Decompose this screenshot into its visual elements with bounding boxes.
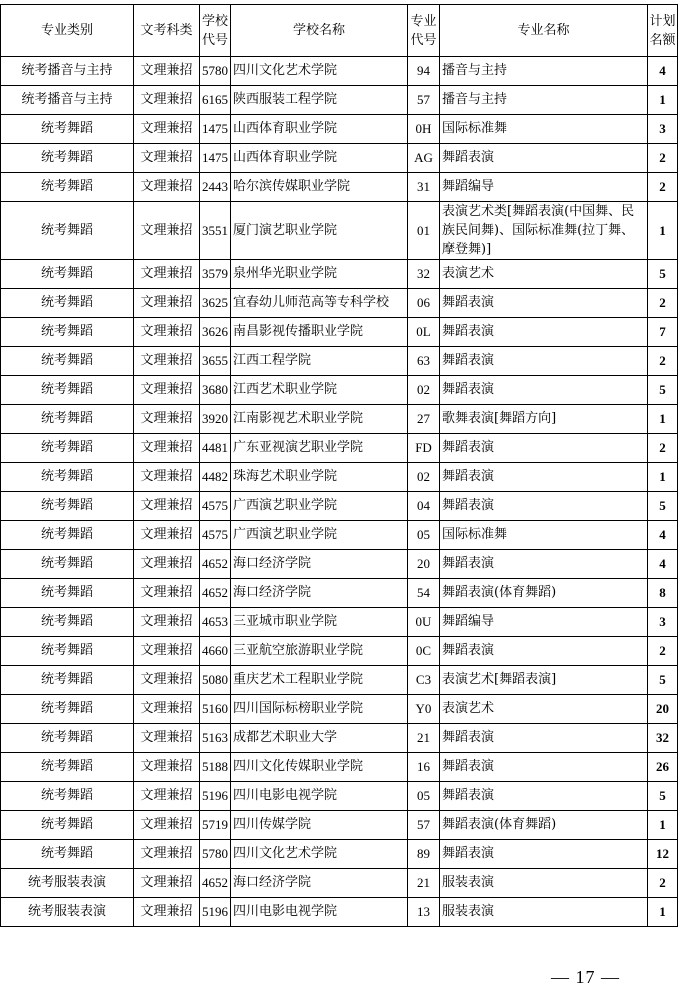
cell-category: 统考舞蹈 [1,753,134,782]
cell-major-name: 舞蹈编导 [440,608,648,637]
cell-school-name: 陕西服装工程学院 [231,86,408,115]
cell-quota: 26 [648,753,678,782]
cell-school-name: 南昌影视传播职业学院 [231,318,408,347]
cell-quota: 2 [648,173,678,202]
cell-category: 统考舞蹈 [1,405,134,434]
cell-major-name: 表演艺术 [440,260,648,289]
cell-major-name: 表演艺术类[舞蹈表演(中国舞、民族民间舞)、国际标准舞(拉丁舞、摩登舞)] [440,202,648,260]
cell-school-name: 山西体育职业学院 [231,144,408,173]
header-quota: 计划名额 [648,5,678,57]
table-row [1,695,678,724]
cell-quota: 4 [648,57,678,86]
cell-quota: 1 [648,811,678,840]
table-row [1,376,678,405]
table-row [1,869,678,898]
cell-category: 统考舞蹈 [1,492,134,521]
cell-major-name: 舞蹈编导 [440,173,648,202]
cell-subject: 文理兼招 [134,57,200,86]
table-row [1,608,678,637]
header-row [1,5,678,57]
table-row [1,898,678,927]
cell-category: 统考舞蹈 [1,724,134,753]
cell-subject: 文理兼招 [134,260,200,289]
cell-major-name: 舞蹈表演(体育舞蹈) [440,811,648,840]
cell-school-code: 5196 [200,898,231,927]
cell-category: 统考舞蹈 [1,550,134,579]
cell-category: 统考舞蹈 [1,376,134,405]
cell-major-name: 国际标准舞 [440,521,648,550]
cell-school-code: 3551 [200,202,231,260]
cell-subject: 文理兼招 [134,289,200,318]
table-row [1,492,678,521]
table-row [1,463,678,492]
cell-quota: 1 [648,405,678,434]
cell-category: 统考舞蹈 [1,782,134,811]
cell-major-name: 舞蹈表演 [440,463,648,492]
header-category: 专业类别 [1,5,134,57]
cell-quota: 2 [648,144,678,173]
cell-subject: 文理兼招 [134,550,200,579]
cell-subject: 文理兼招 [134,666,200,695]
cell-major-name: 舞蹈表演(体育舞蹈) [440,579,648,608]
cell-school-code: 1475 [200,115,231,144]
cell-subject: 文理兼招 [134,115,200,144]
cell-quota: 4 [648,550,678,579]
cell-subject: 文理兼招 [134,318,200,347]
table-row [1,811,678,840]
table-row [1,637,678,666]
table-row [1,782,678,811]
cell-subject: 文理兼招 [134,173,200,202]
cell-major-name: 舞蹈表演 [440,550,648,579]
cell-major-code: 63 [408,347,440,376]
cell-major-code: 01 [408,202,440,260]
table-row [1,347,678,376]
cell-school-code: 2443 [200,173,231,202]
cell-major-code: 02 [408,463,440,492]
cell-school-name: 四川电影电视学院 [231,782,408,811]
cell-major-name: 国际标准舞 [440,115,648,144]
cell-category: 统考舞蹈 [1,434,134,463]
table-row [1,86,678,115]
table-row [1,434,678,463]
cell-major-code: Y0 [408,695,440,724]
cell-subject: 文理兼招 [134,405,200,434]
table-row [1,405,678,434]
table-row [1,202,678,260]
table-row [1,753,678,782]
cell-subject: 文理兼招 [134,579,200,608]
cell-school-name: 四川传媒学院 [231,811,408,840]
cell-school-code: 1475 [200,144,231,173]
cell-subject: 文理兼招 [134,695,200,724]
cell-subject: 文理兼招 [134,782,200,811]
cell-school-code: 3626 [200,318,231,347]
cell-school-code: 4653 [200,608,231,637]
cell-major-name: 舞蹈表演 [440,782,648,811]
cell-category: 统考舞蹈 [1,260,134,289]
cell-major-code: 27 [408,405,440,434]
cell-major-name: 表演艺术[舞蹈表演] [440,666,648,695]
cell-major-name: 舞蹈表演 [440,492,648,521]
table-row [1,579,678,608]
cell-quota: 1 [648,463,678,492]
table-row [1,57,678,86]
cell-school-code: 5780 [200,840,231,869]
cell-school-name: 宜春幼儿师范高等专科学校 [231,289,408,318]
cell-quota: 7 [648,318,678,347]
cell-category: 统考舞蹈 [1,144,134,173]
cell-category: 统考舞蹈 [1,579,134,608]
cell-quota: 2 [648,347,678,376]
cell-subject: 文理兼招 [134,347,200,376]
header-major-code: 专业代号 [408,5,440,57]
cell-major-code: 05 [408,782,440,811]
cell-major-code: 94 [408,57,440,86]
cell-subject: 文理兼招 [134,811,200,840]
cell-school-name: 重庆艺术工程职业学院 [231,666,408,695]
cell-major-code: 57 [408,86,440,115]
cell-subject: 文理兼招 [134,521,200,550]
cell-category: 统考舞蹈 [1,608,134,637]
cell-category: 统考舞蹈 [1,463,134,492]
cell-school-code: 3655 [200,347,231,376]
cell-school-name: 珠海艺术职业学院 [231,463,408,492]
cell-subject: 文理兼招 [134,144,200,173]
cell-major-code: 0H [408,115,440,144]
cell-school-name: 广西演艺职业学院 [231,492,408,521]
cell-school-code: 4652 [200,869,231,898]
cell-category: 统考播音与主持 [1,57,134,86]
cell-category: 统考服装表演 [1,898,134,927]
cell-school-code: 3920 [200,405,231,434]
cell-school-name: 海口经济学院 [231,869,408,898]
cell-school-name: 四川文化艺术学院 [231,57,408,86]
cell-category: 统考舞蹈 [1,289,134,318]
cell-category: 统考舞蹈 [1,521,134,550]
cell-school-code: 3625 [200,289,231,318]
cell-school-name: 江南影视艺术职业学院 [231,405,408,434]
table-row [1,289,678,318]
cell-category: 统考舞蹈 [1,695,134,724]
cell-category: 统考舞蹈 [1,666,134,695]
cell-quota: 2 [648,434,678,463]
page-number: — 17 — [551,967,620,987]
enrollment-plan-table [0,4,678,927]
cell-school-code: 4482 [200,463,231,492]
cell-school-name: 山西体育职业学院 [231,115,408,144]
cell-subject: 文理兼招 [134,202,200,260]
cell-school-code: 4575 [200,492,231,521]
cell-major-name: 舞蹈表演 [440,753,648,782]
cell-major-code: 04 [408,492,440,521]
header-school-code: 学校代号 [200,5,231,57]
cell-major-code: 16 [408,753,440,782]
cell-quota: 1 [648,202,678,260]
header-subject: 文考科类 [134,5,200,57]
cell-major-code: 05 [408,521,440,550]
table-row [1,318,678,347]
cell-quota: 2 [648,289,678,318]
cell-quota: 3 [648,608,678,637]
cell-quota: 5 [648,782,678,811]
cell-quota: 32 [648,724,678,753]
cell-school-name: 成都艺术职业大学 [231,724,408,753]
cell-major-code: 32 [408,260,440,289]
cell-school-code: 4652 [200,550,231,579]
cell-major-name: 舞蹈表演 [440,376,648,405]
cell-quota: 1 [648,86,678,115]
cell-major-name: 舞蹈表演 [440,637,648,666]
cell-school-name: 四川电影电视学院 [231,898,408,927]
cell-quota: 2 [648,637,678,666]
header-major-name: 专业名称 [440,5,648,57]
cell-major-code: C3 [408,666,440,695]
cell-school-code: 4660 [200,637,231,666]
cell-major-name: 舞蹈表演 [440,318,648,347]
cell-school-name: 泉州华光职业学院 [231,260,408,289]
cell-major-name: 舞蹈表演 [440,347,648,376]
cell-category: 统考播音与主持 [1,86,134,115]
cell-school-code: 3680 [200,376,231,405]
cell-school-code: 5780 [200,57,231,86]
header-school-name: 学校名称 [231,5,408,57]
cell-major-code: 0C [408,637,440,666]
cell-school-name: 江西艺术职业学院 [231,376,408,405]
cell-school-name: 四川国际标榜职业学院 [231,695,408,724]
cell-major-name: 舞蹈表演 [440,434,648,463]
cell-major-code: 21 [408,724,440,753]
cell-subject: 文理兼招 [134,869,200,898]
cell-school-code: 5163 [200,724,231,753]
cell-subject: 文理兼招 [134,434,200,463]
cell-category: 统考舞蹈 [1,173,134,202]
cell-school-name: 江西工程学院 [231,347,408,376]
cell-major-code: 57 [408,811,440,840]
cell-major-code: 21 [408,869,440,898]
cell-major-name: 表演艺术 [440,695,648,724]
table-row [1,550,678,579]
table-row [1,521,678,550]
cell-school-name: 海口经济学院 [231,550,408,579]
cell-subject: 文理兼招 [134,724,200,753]
table-row [1,173,678,202]
cell-quota: 5 [648,376,678,405]
table-row [1,260,678,289]
cell-quota: 3 [648,115,678,144]
cell-quota: 1 [648,898,678,927]
cell-subject: 文理兼招 [134,898,200,927]
cell-major-code: 31 [408,173,440,202]
cell-subject: 文理兼招 [134,86,200,115]
cell-quota: 4 [648,521,678,550]
cell-category: 统考舞蹈 [1,811,134,840]
cell-school-name: 三亚航空旅游职业学院 [231,637,408,666]
cell-school-code: 4575 [200,521,231,550]
cell-subject: 文理兼招 [134,840,200,869]
cell-category: 统考舞蹈 [1,115,134,144]
cell-major-code: 06 [408,289,440,318]
cell-school-code: 4652 [200,579,231,608]
cell-category: 统考服装表演 [1,869,134,898]
cell-school-name: 哈尔滨传媒职业学院 [231,173,408,202]
cell-quota: 5 [648,666,678,695]
cell-category: 统考舞蹈 [1,202,134,260]
cell-school-name: 广西演艺职业学院 [231,521,408,550]
cell-school-code: 5080 [200,666,231,695]
cell-school-name: 广东亚视演艺职业学院 [231,434,408,463]
cell-subject: 文理兼招 [134,463,200,492]
cell-quota: 5 [648,492,678,521]
cell-school-name: 四川文化传媒职业学院 [231,753,408,782]
cell-subject: 文理兼招 [134,608,200,637]
cell-category: 统考舞蹈 [1,318,134,347]
cell-school-code: 5719 [200,811,231,840]
table-row [1,144,678,173]
cell-school-name: 四川文化艺术学院 [231,840,408,869]
table-row [1,724,678,753]
cell-major-name: 服装表演 [440,869,648,898]
cell-major-code: 0L [408,318,440,347]
cell-major-code: 02 [408,376,440,405]
cell-major-name: 舞蹈表演 [440,724,648,753]
cell-quota: 8 [648,579,678,608]
cell-major-code: AG [408,144,440,173]
cell-category: 统考舞蹈 [1,347,134,376]
cell-major-code: FD [408,434,440,463]
cell-school-code: 3579 [200,260,231,289]
table-row [1,840,678,869]
cell-school-code: 5196 [200,782,231,811]
cell-school-name: 三亚城市职业学院 [231,608,408,637]
cell-major-code: 13 [408,898,440,927]
cell-subject: 文理兼招 [134,376,200,405]
cell-subject: 文理兼招 [134,637,200,666]
cell-major-name: 舞蹈表演 [440,144,648,173]
cell-category: 统考舞蹈 [1,637,134,666]
cell-school-code: 6165 [200,86,231,115]
cell-school-name: 海口经济学院 [231,579,408,608]
cell-major-name: 歌舞表演[舞蹈方向] [440,405,648,434]
cell-major-code: 89 [408,840,440,869]
cell-quota: 20 [648,695,678,724]
cell-subject: 文理兼招 [134,492,200,521]
cell-major-code: 0U [408,608,440,637]
cell-school-name: 厦门演艺职业学院 [231,202,408,260]
cell-major-code: 20 [408,550,440,579]
cell-major-name: 播音与主持 [440,57,648,86]
table-row [1,666,678,695]
cell-category: 统考舞蹈 [1,840,134,869]
cell-school-code: 5188 [200,753,231,782]
cell-quota: 2 [648,869,678,898]
cell-school-code: 4481 [200,434,231,463]
cell-school-code: 5160 [200,695,231,724]
cell-quota: 5 [648,260,678,289]
cell-major-name: 服装表演 [440,898,648,927]
table-row [1,115,678,144]
cell-quota: 12 [648,840,678,869]
cell-major-code: 54 [408,579,440,608]
cell-major-name: 舞蹈表演 [440,840,648,869]
cell-major-name: 播音与主持 [440,86,648,115]
cell-major-name: 舞蹈表演 [440,289,648,318]
cell-subject: 文理兼招 [134,753,200,782]
